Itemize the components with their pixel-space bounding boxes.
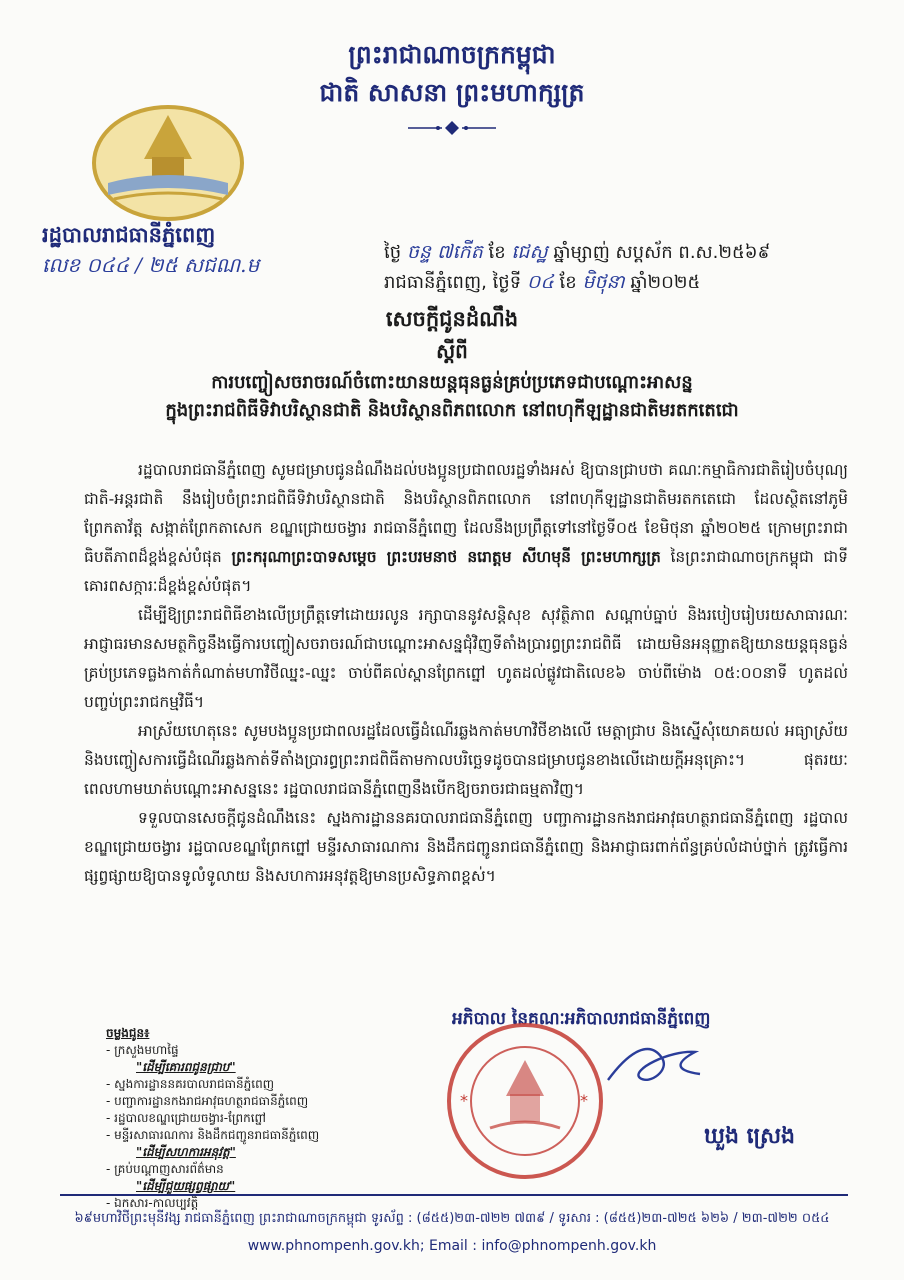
reference-number: លេខ ០៤៤ / ២៥ សជណ.ម xyxy=(42,253,260,277)
lunar-prefix: ថ្ងៃ xyxy=(384,242,402,263)
cc-note: "ដើម្បីជួយផ្សព្វផ្សាយ" xyxy=(136,1179,236,1193)
about-label: ស្តីពី xyxy=(436,339,468,363)
signature-title: អភិបាល នៃគណៈអភិបាលរាជធានីភ្នំពេញ xyxy=(452,1009,711,1029)
paragraph-1-text: រដ្ឋបាលរាជធានីភ្នំពេញ សូមជម្រាបជូនដំណឹងដល់បងប្អូនប្រជាពលរដ្ឋទាំងអស់ ឱ្យបានជ្រាបថា គណៈកម្មាធិការជាតិរៀបចំបុណ្យជាតិ-អន្តរជាតិ នឹងរៀបចំព្រះរាជពិធីទិវាបរិស្ថានជាតិ និងបរិស្ថានពិភពលោក នៅពហុកីឡដ្ឋានជាតិមរតកតេជោ ដែលស្ថិតនៅភូមិព្រែកតាវ័ត្ត សង្កាត់ព្រែកតាសេក ខណ្ឌជ្រោយចង្វារ រាជធានីភ្នំពេញ ដែលនឹងប្រព្រឹត្តទៅនៅថ្ងៃទី០៥ ខែមិថុនា ឆ្នាំ២០២៥ ក្រោមព្រះរាជាធិបតីភាពដ៏ខ្ពង់ខ្ពស់បំផុត xyxy=(84,461,848,566)
solar-date-line xyxy=(384,270,700,298)
paragraph-1 xyxy=(84,456,848,601)
footer-web: www.phnompenh.gov.kh; Email : info@phnompenh.gov.kh xyxy=(247,1238,657,1254)
subject-line-2: ក្នុងព្រះរាជពិធីទិវាបរិស្ថានជាតិ និងបរិស្ថានពិភពលោក នៅពហុកីឡដ្ឋានជាតិមរតកតេជោ xyxy=(165,400,739,421)
sender-organization: រដ្ឋបាលរាជធានីភ្នំពេញ xyxy=(42,223,216,247)
kingdom-heading: ព្រះរាជាណាចក្រកម្ពុជា xyxy=(348,40,556,69)
paragraph-4: ទទួលបានសេចក្តីជូនដំណឹងនេះ ស្នងការដ្ឋាននគរបាលរាជធានីភ្នំពេញ បញ្ជាការដ្ឋានកងរាជអាវុធហត្ថរាជធានីភ្នំពេញ រដ្ឋបាលខណ្ឌជ្រោយចង្វារ រដ្ឋបាលខណ្ឌព្រែកព្នៅ មន្ទីរសាធារណការ និងដឹកជញ្ជូនរាជធានីភ្នំពេញ និងអាជ្ញាធរពាក់ព័ន្ធគ្រប់លំដាប់ថ្នាក់ ត្រូវធ្វើការផ្សព្វផ្សាយឱ្យបានទូលំទូលាយ និងសហការអនុវត្តឱ្យមានប្រសិទ្ធភាពខ្ពស់។ xyxy=(84,809,848,885)
date-month-label: ខែ xyxy=(559,272,577,293)
lunar-date-line xyxy=(384,240,770,268)
cc-item: - ក្រសួងមហាផ្ទៃ xyxy=(106,1043,179,1057)
footer-address: ៦៩មហាវិថីព្រះមុនីវង្ស រាជធានីភ្នំពេញ ព្រះរាជាណាចក្រកម្ពុជា ទូរស័ព្ទ : (៨៥៥)២៣-៧២២ ៧៣៩ / ទូរសារ : (៨៥៥)២៣-៧២៥ ៦២៦ / ២៣-៧២២ ០៥៤ xyxy=(74,1211,830,1226)
cc-note: "ដើម្បីសហការអនុវត្ត" xyxy=(136,1145,236,1159)
royal-title: ព្រះករុណាព្រះបាទសម្តេច ព្រះបរមនាថ នរោត្តម សីហមុនី ព្រះមហាក្សត្រ xyxy=(231,548,661,566)
lunar-year: ឆ្នាំម្សាញ់ សប្តស័ក ព.ស.២៥៦៩ xyxy=(553,242,771,263)
notice-title: សេចក្តីជូនដំណឹង xyxy=(385,307,519,331)
cc-title: ចម្លងជូន៖ xyxy=(106,1026,150,1040)
lunar-month: ជេស្ឋ xyxy=(511,241,548,263)
date-day: ០៤ xyxy=(526,271,554,293)
cc-item: - មន្ទីរសាធារណការ និងដឹកជញ្ជូនរាជធានីភ្នំពេញ xyxy=(106,1128,320,1142)
notice-body xyxy=(84,456,848,891)
svg-text:*: * xyxy=(580,1091,588,1110)
cc-item: - ឯកសារ-កាលប្បវត្តិ xyxy=(106,1196,199,1210)
cc-item: - ស្នងការដ្ឋាននគរបាលរាជធានីភ្នំពេញ xyxy=(106,1077,275,1091)
cc-list xyxy=(106,1025,319,1212)
paragraph-3: អាស្រ័យហេតុនេះ សូមបងប្អូនប្រជាពលរដ្ឋដែលធ្វើដំណើរឆ្លងកាត់មហាវិថីខាងលើ មេត្តាជ្រាប និងស្នើសុំយោគយល់ អធ្យាស្រ័យ និងបញ្ចៀសការធ្វើដំណើរឆ្លងកាត់ទីតាំងប្រារព្ធព្រះរាជពិធីតាមកាលបរិច្ឆេទដូចបានជម្រាបជូនខាងលើដោយក្តីអនុគ្រោះ។ ផុតរយៈពេលហាមឃាត់បណ្តោះអាសន្ននេះ រដ្ឋបាលរាជធានីភ្នំពេញនឹងបើកឱ្យចរាចរជាធម្មតាវិញ។ xyxy=(84,722,848,798)
subject-line-1: ការបញ្ចៀសចរាចរណ៍ចំពោះយានយន្តធុនធ្ងន់គ្រប់ប្រភេទជាបណ្តោះអាសន្ន xyxy=(211,372,693,393)
handwritten-signature-icon xyxy=(600,1030,710,1100)
date-month: មិថុនា xyxy=(582,271,625,293)
lunar-month-label: ខែ xyxy=(488,242,506,263)
phnom-penh-logo-icon xyxy=(88,103,248,221)
cc-item: - គ្រប់បណ្តាញសារព័ត៌មាន xyxy=(106,1162,224,1176)
official-seal-icon xyxy=(440,1020,610,1182)
cc-note: "ដើម្បីគោរពជូនជ្រាប" xyxy=(136,1060,236,1074)
svg-text:*: * xyxy=(460,1091,468,1110)
motto-heading: ជាតិ សាសនា ព្រះមហាក្សត្រ xyxy=(319,78,585,107)
footer-divider xyxy=(60,1194,848,1196)
lunar-day: ចន្ទ ៧កើត xyxy=(406,241,483,263)
paragraph-2: ដើម្បីឱ្យព្រះរាជពិធីខាងលើប្រព្រឹត្តទៅដោយរលូន រក្សាបាននូវសន្តិសុខ សុវត្ថិភាព សណ្តាប់ធ្នាប់ និងរបៀបរៀបរយសាធារណៈ អាជ្ញាធរមានសមត្ថកិច្ចនឹងធ្វើការបញ្ចៀសចរាចរណ៍ជាបណ្តោះអាសន្នជុំវិញទីតាំងប្រារព្ធព្រះរាជពិធី ដោយមិនអនុញ្ញាតឱ្យយានយន្តធុនធ្ងន់គ្រប់ប្រភេទធ្លងកាត់កំណាត់មហាវិថីឈ្នះ-ឈ្នះ ចាប់ពីគល់ស្ពានព្រែកព្នៅ ហូតដល់ផ្លូវជាតិលេខ៦ ចាប់ពីម៉ោង ០៥:០០នាទី ហូតដល់បញ្ចប់ព្រះរាជកម្មវិធី។ xyxy=(84,606,848,711)
date-place: រាជធានីភ្នំពេញ, ថ្ងៃទី xyxy=(384,272,522,293)
cc-item: - រដ្ឋបាលខណ្ឌជ្រោយចង្វារ-ព្រែកព្នៅ xyxy=(106,1111,266,1125)
ornament-icon xyxy=(406,120,498,136)
paragraph-1-end: នៃព្រះរាជាណាចក្រកម្ពុជា ជាទីគោរពសក្ការៈដ៏ខ្ពង់ខ្ពស់បំផុត។ xyxy=(84,548,848,595)
signatory-name: ឃួង ស្រេង xyxy=(704,1124,796,1149)
date-year: ឆ្នាំ២០២៥ xyxy=(630,272,701,293)
cc-item: - បញ្ជាការដ្ឋានកងរាជអាវុធហត្ថរាជធានីភ្នំពេញ xyxy=(106,1094,309,1108)
